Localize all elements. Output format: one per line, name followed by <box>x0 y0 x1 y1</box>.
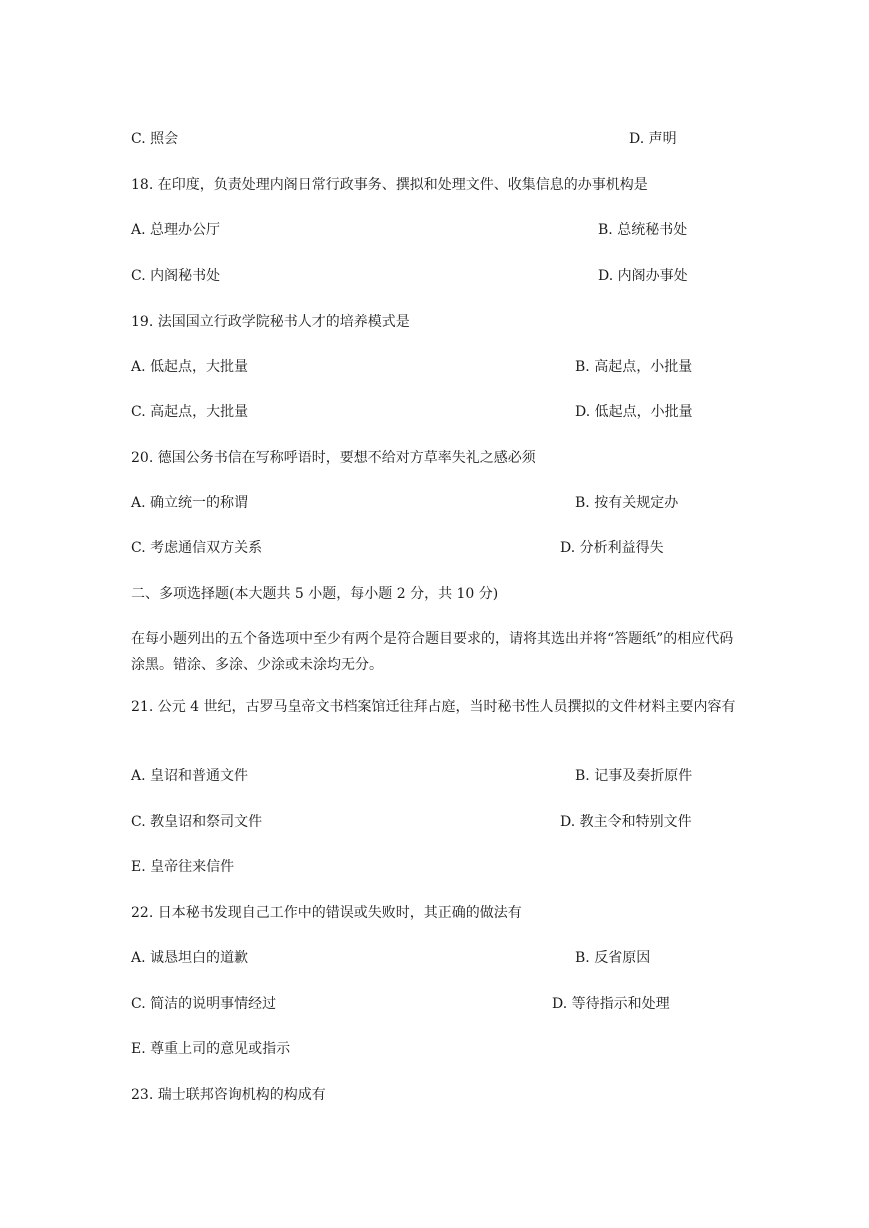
q22-option-e: E. 尊重上司的意见或指示 <box>131 1041 291 1057</box>
q17-option-d: D. 声明 <box>629 131 677 147</box>
q19-stem: 19. 法国国立行政学院秘书人才的培养模式是 <box>131 314 410 330</box>
q19-option-d: D. 低起点，小批量 <box>575 404 693 420</box>
q19-option-b: B. 高起点，小批量 <box>575 359 693 375</box>
q21-stem: 21. 公元 4 世纪，古罗马皇帝文书档案馆迁往拜占庭，当时秘书性人员撰拟的文件材料主要内容有 <box>131 699 736 715</box>
q22-option-a: A. 诚恳坦白的道歉 <box>131 950 249 966</box>
q23-stem: 23. 瑞士联邦咨询机构的构成有 <box>131 1087 326 1103</box>
q22-option-b: B. 反省原因 <box>575 950 651 966</box>
section2-instructions: 在每小题列出的五个备选项中至少有两个是符合题目要求的，请将其选出并将“答题纸”的相应代码涂黑。错涂、多涂、少涂或未涂均无分。 <box>131 631 734 673</box>
q18-option-a: A. 总理办公厅 <box>131 222 221 238</box>
q21-option-e: E. 皇帝往来信件 <box>131 859 235 875</box>
q20-option-a: A. 确立统一的称谓 <box>131 495 249 511</box>
q19-option-c: C. 高起点，大批量 <box>131 404 249 420</box>
q20-option-b: B. 按有关规定办 <box>575 495 679 511</box>
q18-stem: 18. 在印度，负责处理内阁日常行政事务、撰拟和处理文件、收集信息的办事机构是 <box>131 177 648 193</box>
q22-option-d: D. 等待指示和处理 <box>552 996 670 1012</box>
section2-title: 二、多项选择题(本大题共 5 小题，每小题 2 分，共 10 分) <box>131 586 499 602</box>
q20-stem: 20. 德国公务书信在写称呼语时，要想不给对方草率失礼之感必须 <box>131 450 536 466</box>
q18-option-d: D. 内阁办事处 <box>598 268 688 284</box>
q18-option-b: B. 总统秘书处 <box>598 222 688 238</box>
q20-option-d: D. 分析利益得失 <box>560 540 664 556</box>
q21-option-b: B. 记事及奏折原件 <box>575 768 693 784</box>
q21-option-a: A. 皇诏和普通文件 <box>131 768 249 784</box>
q21-option-d: D. 教主令和特别文件 <box>560 814 692 830</box>
q18-option-c: C. 内阁秘书处 <box>131 268 221 284</box>
q20-option-c: C. 考虑通信双方关系 <box>131 540 263 556</box>
q17-option-c: C. 照会 <box>131 131 179 147</box>
q22-option-c: C. 简洁的说明事情经过 <box>131 996 277 1012</box>
q22-stem: 22. 日本秘书发现自己工作中的错误或失败时，其正确的做法有 <box>131 905 522 921</box>
q19-option-a: A. 低起点，大批量 <box>131 359 249 375</box>
q21-option-c: C. 教皇诏和祭司文件 <box>131 814 263 830</box>
